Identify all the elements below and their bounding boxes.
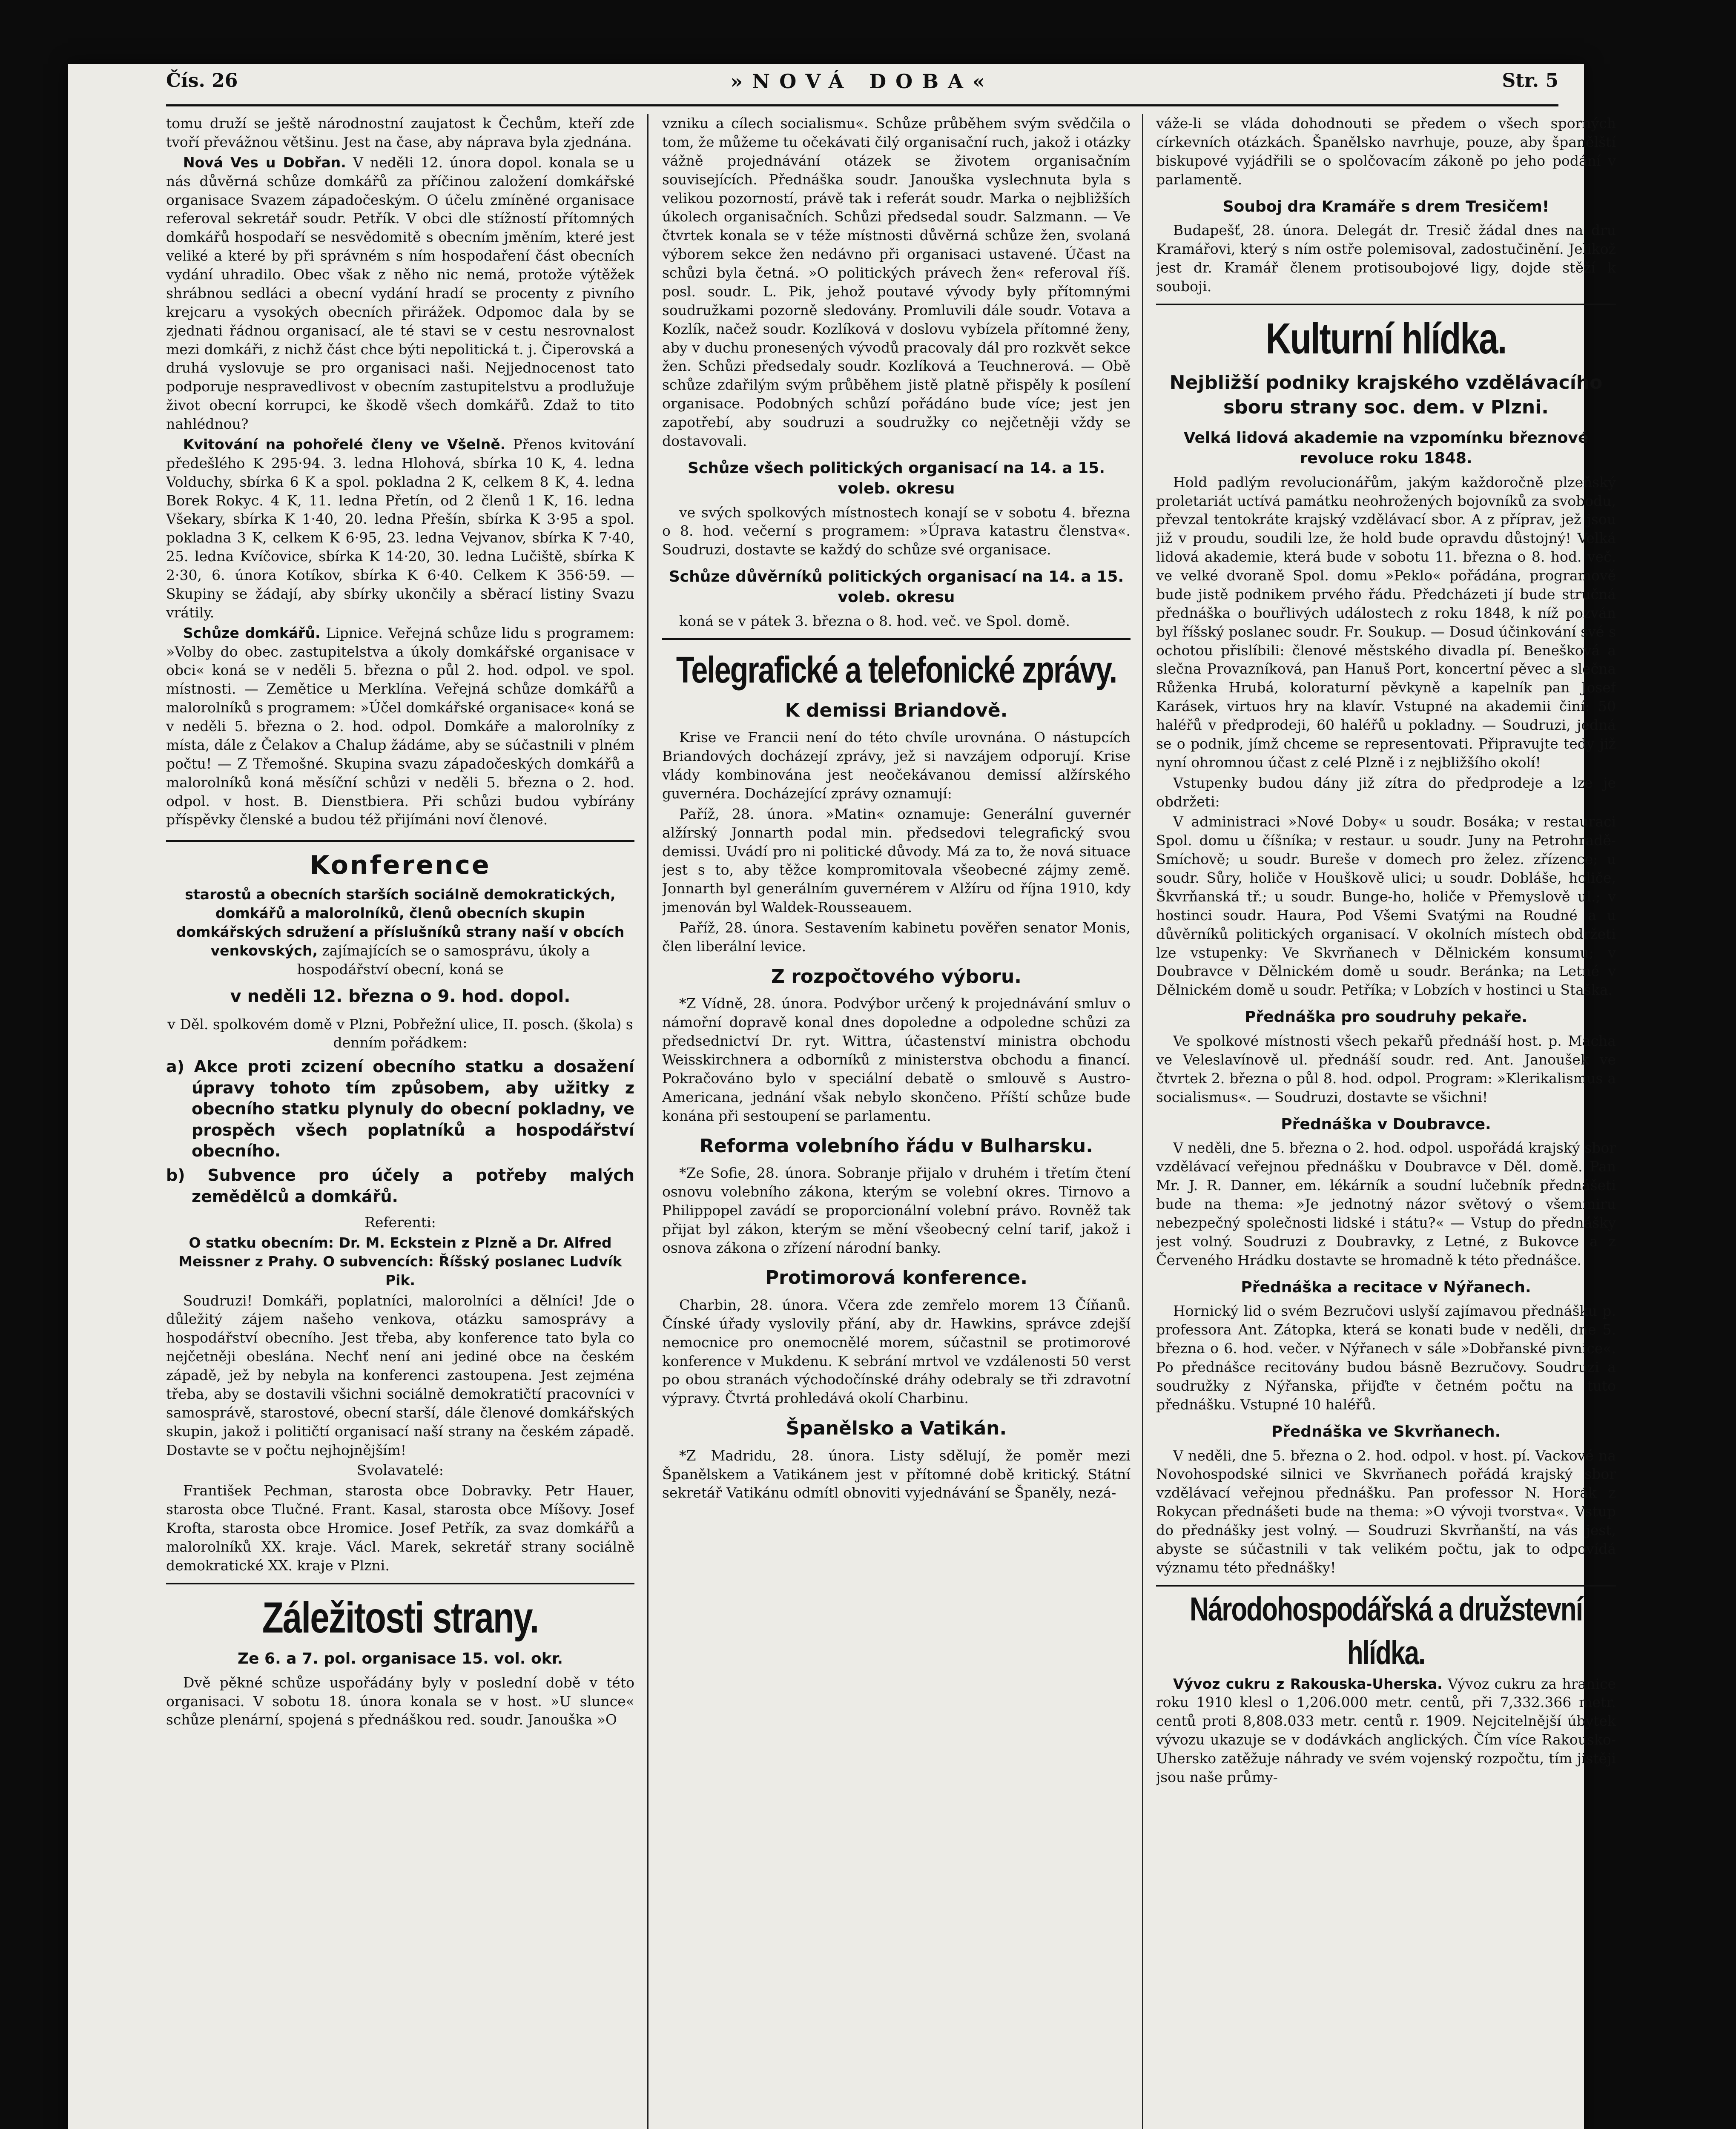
agenda-item-a: a) Akce proti zcizení obecního statku a dosažení úpravy tohoto tím způsobem, aby užitky z obecního statku plynuly do obecní pokladny, ve prospěch všech poplatníků a hospodářství obecního. [166,1057,634,1160]
agenda-item-b: b) Subvence pro účely a potřeby malých zemědělců a domkářů. [166,1166,634,1206]
referents-text: O statku obecním: Dr. M. Eckstein z Plzně a Dr. Alfred Meissner z Prahy. O subvencích: Říšský poslanec Ludvík Pik. [178,1234,622,1288]
section-divider [166,1583,634,1584]
section-divider [1156,304,1616,305]
political-orgs-text: ve svých spolkových místnostech konají se v sobotu 4. března o 8. hod. večerní s programem: »Úprava katastru členstva«. Soudruzi, dostavte se každý do schůze své organisace. [662,504,1131,558]
continued-article: vzniku a cílech socialismu«. Schůze průběhem svým svědčila o tom, že můžeme tu očekávati čilý organisační ruch, jakož i otázky vážně projednávání otázek se životem organisačním souvisejících. Přednáška soudr. Janouška vyslechnuta byla s velikou pozorností, právě tak i referát soudr. Marka o nejbližších úkolech organisačních. Schůzi předsedal soudr. Salzmann. — Ve čtvrtek konala se v téže místnosti důvěrná schůze žen, svolaná výborem sekce žen nedávno při organisaci ustavené. Účast na schůzi byla četná. »O politických právech žen« referoval říš. posl. soudr. L. Pik, jehož poutavé vývody byly přítomnými soudružkami pozorně sledovány. Promluvili dále soudr. Votava a Kozlík, načež soudr. Kozlíková v doslovu vybízela přítomné ženy, aby v duchu pronesených vývodů pracovaly dál pro rozkvět sekce žen. Schůzi předsedaly soudr. Kozlíková a Teuchnerová. — Obě schůze zdařilým svým průběhem jistě platně přispěly k posílení organisace. Podobných schůzí pořádáno bude více; jest jen zapotřebí, aby soudruzi a soudružky co nejčetněji vždy se dostavovali. [662,115,1131,449]
column-rule-1 [647,114,648,2129]
sugar-export [1156,1675,1616,1787]
academy-head: Velká lidová akademie na vzpomínku březnové revoluce roku 1848. [1183,429,1589,467]
section-title-economy: Národohospodářská a družstevní hlídka. [1190,1591,1582,1672]
section-divider [662,638,1131,640]
column-rule-2 [1142,114,1143,2129]
conference-appeal: Soudruzi! Domkáři, poplatníci, malorolníci a dělníci! Jde o důležitý zájem našeho venkova, otázku samosprávy a hospodářství obecního. Jest třeba, aby konference tato byla co nejčetněji obeslána. Nechť není ani jediné obce na českém západě, jež by nebyla na konferenci zastoupena. Jest zejména třeba, aby se dostavili všichni sociálně demokratičtí pracovníci v samosprávě, starostové, obecní starší, dále členové domkářských skupin, jakož i političtí organisací naší strany na českém západě. Dostavte se v počtu nejhojnějším! [166,1292,634,1458]
page-number: Str. 5 [1502,70,1558,92]
column-2 [662,114,1131,2129]
plague-head: Protimorová konference. [765,1267,1028,1289]
trustees-head: Schůze důvěrníků politických organisací na 14. a 15. voleb. okresu [669,568,1124,606]
newspaper-page [68,64,1616,2129]
article-text: Vývoz cukru za hranice roku 1910 klesl o 1,206.000 metr. centů, při 7,332.366 metr. centů proti 8,808.033 metr. centů r. 1909. Nejcitelnější úbytek vývozu ukazuje se v dodávkách anglických. Čím více Rakousko-Uhersko zatěžuje náhrady ve svém vojenský rozpočtu, tím jistěji jsou naše průmy- [1156,1675,1616,1785]
section-title-telegraph: Telegrafické a telefonické zprávy. [676,648,1117,691]
section-title-culture: Kulturní hlídka. [1265,314,1506,363]
culture-subhead: Nejbližší podniky krajského vzdělávacího sboru strany soc. dem. v Plzni. [1169,371,1603,419]
bakers-lecture-head: Přednáška pro soudruhy pekaře. [1244,1008,1528,1026]
article-schuze-domkaru [166,624,634,829]
doubravka-lecture-text: V neděli, dne 5. března o 2. hod. odpol. uspořádá krajský sbor vzdělávací veřejnou přednášku v Doubravce v Děl. domě. Pan Mr. J. R. Danner, em. lékárník a soudní lučebník přednášeti bude na thema: »Je jednotný názor světový o všemmiru nebezpečný společnosti lidské i státu?« — Vstup do přednášky jest volný. Soudruzi z Doubravky, z Letné, z Bukovce a z Červeného Hrádku dostavte se hromadně k této přednášce. [1156,1139,1616,1268]
conference-title: Konference [166,840,634,883]
referents-label: Referenti: [364,1214,436,1231]
bakers-lecture-text: Ve spolkové místnosti všech pekařů přednáší host. p. Macha ve Veleslavínově ul. přednáší soudr. red. Ant. Janoušek ve čtvrtek 2. března o půl 8. hod. odpol. Program: »Klerikalismus a socialismus«. — Soudruzi, dostavte se všichni! [1156,1033,1616,1105]
article-text: Přenos kvitování předešlého K 295·94. 3. ledna Hlohová, sbírka 10 K, 4. ledna Volduchy, sbírka 6 K a spol. pokladna 2 K, celkem 8 K, 4. ledna Borek Rokyc. 4 K, 11. ledna Přetín, od 2 členů 1 K, 16. ledna Všekary, sbírka K 1·40, 20. ledna Přešín, sbírka K 3·95 a spol. pokladna 3 K, celkem K 6·95, 23. ledna Vejvanov, sbírka K 7·40, 25. ledna Kvíčovice, sbírka K 14·20, 30. ledna Lučiště, sbírka K 2·30, 6. února Kotíkov, sbírka K 6·40. Celkem K 356·59. — Skupiny se žádají, aby sbírky ukončily a sběrací listiny Svazu vrátily. [166,436,634,621]
budget-head: Z rozpočtového výboru. [771,965,1022,987]
article-text: Lipnice. Veřejná schůze lidu s programem: »Volby do obec. zastupitelstva a úkoly domkářské organisace v obci« koná se v neděli 5. března o půl 2. hod. odpol. ve spol. místnosti. — Zemětice u Merklína. Veřejná schůze domkářů a malorolníků s programem: »Účel domkářské organisace« koná se v neděli 5. března o 2. hod. odpol. Domkáře a malorolníky z místa, dále z Čelakov a Chalup žádáme, aby se súčastnili v plném počtu! — Z Třemošné. Skupina svazu západočeských domkářů a malorolníků koná měsíční schůzi v neděli 5. března o 2. hod. odpol. v host. B. Dienstbiera. Při schůzi budou vybírány příspěvky členské a budou též přijímáni noví členové. [166,624,634,828]
conference-place: v Děl. spolkovém domě v Plzni, Pobřežní ulice, II. posch. (škola) s denním pořádkem: [167,1016,633,1051]
continued-article: váže-li se vláda dohodnouti se předem o všech sporných církevních otázkách. Španělsko navrhuje, pouze, aby španělští biskupové vyjádřili se o spolčovacím zákoně po jeho podání v parlamentě. [1156,115,1616,188]
plague-text: Charbin, 28. února. Včera zde zemřelo morem 13 Číňanů. Čínské úřady vyslovily přání, aby dr. Hawkins, správce zdejší nemocnice pro onemocnělé morem, súčastnil se protimorové konference v Mukdenu. K sebrání mrtvol ve vzdálenosti 50 verst po obou stranách východočínské dráhy odebraly se tři zdravotní výpravy. Čtvrtá prohledává okolí Charbinu. [662,1296,1131,1407]
vatican-head: Španělsko a Vatikán. [786,1417,1007,1440]
tickets-places: V administraci »Nové Doby« u soudr. Bosáka; v restauraci Spol. domu u číšníka; v restaur. u soudr. Juny na Petrohradě-Smíchově; u soudr. Bureše v domech pro želez. zřízence; u soudr. Sůry, holiče v Houškově ulici; u soudr. Dobláše, holiče, Škvrňanská tř.; u soudr. Bunge-ho, holiče v Přemyslově ul.; v hostinci soudr. Haura, Pod Všemi Svatými na Roudné a u důvěrníků politických organisací. V okolních místech obdržeti lze vstupenky: Ve Skvrňanech v Dělnickém konsumu; v Doubravce v Dělnickém domě u soudr. Beránka; na Letné v Dělnickém domě u soudr. Petříka; v Lobzích v hostinci u Staška. [1156,813,1616,999]
briand-head: K demissi Briandově. [785,699,1008,721]
duel-text: Budapešť, 28. února. Delegát dr. Tresič žádal dnes na dru Kramářovi, který s ním ostře polemisoval, zadostučinění. Jelikož jest dr. Kramář členem protisoubojové ligy, dojde stěží k souboji. [1156,222,1616,295]
skvrnany-lecture-text: V neděli, dne 5. března o 2. hod. odpol. v host. pí. Vackové na Novohospodské silnici ve Skvrňanech pořádá krajský sbor vzdělávací veřejnou přednášku. Pan professor N. Horák z Rokycan přednášeti bude na thema: »O vývoji tvorstva«. Vstup do přednášky jest volný. — Soudruzi Skvrňanští, na vás jest, abyste se súčastnili v tak velikém počtu, jak to odpovídá významu této přednášky! [1156,1447,1616,1576]
conveners-label: Svolavatelé: [357,1462,444,1479]
vatican-text: *Z Madridu, 28. února. Listy sdělují, že poměr mezi Španělskem a Vatikánem jest v přítomné době kritický. Státní sekretář Vatikánu odmítl obnoviti vyjednávání se Španěly, nezá- [662,1447,1131,1501]
academy-text: Hold padlým revolucionářům, jakým každoročně plzeňský proletariát uctívá památku neohrožených bojovníků za svobodu, převzal tentokráte krajský vzdělávací sbor. A z příprav, jež jsou již v proudu, soudili lze, že hold bude opravdu důstojný! Velká lidová akademie, která bude v sobotu 11. března o 8. hod. več. ve velké dvoraně Spol. domu »Peklo« pořádána, programově bude jistě podnikem prvého řádu. Předcházeti jí bude stručná přednáška o bouřlivých událostech z roku 1848, k níž pozván byl říšský poslanec soudr. Fr. Soukup. — Dosud účinkování své s ochotou přislíbili: členové městského divadla pí. Benešková a slečna Provazníková, pan Hanuš Port, koncertní pěvec a slečna Růženka Hrubá, koloraturní pěvkyně a kapelník pan Josef Karásek, virtuos hry na klavír. Vstupné na akademii činí: 50 haléřů v předprodeji, 60 haléřů u pokladny. — Soudruzi, jedná se o podnik, jímž chceme se representovati. Připravujte tedy již nyní ohromnou účast z celé Plzně i z nejbližšího okolí! [1156,473,1616,771]
conference-audience: starostů a obecních starších sociálně demokratických, domkářů a malorolníků, členů obecních skupin domkářských sdružení a příslušníků strany naší v obcích venkovských, [176,886,625,959]
issue-number: Čís. 26 [166,70,238,92]
article-dobrany [166,153,634,433]
doubravka-lecture-head: Přednáška v Doubravce. [1281,1115,1491,1133]
bulgaria-text: *Ze Sofie, 28. února. Sobranje přijalo v druhém i třetím čtení osnovu volebního zákona, kterým se volební okres. Tirnovo a Philippopel zavádí se proporcionální volební právo. Rovněž tak přijat byl zákon, kterým se mění všeobecný celní tarif, jakož i osnova zákona o zřízení národní banky. [662,1165,1131,1256]
nyrany-lecture-text: Hornický lid o svém Bezručovi uslyší zajímavou přednášku p. professora Ant. Zátopka, která se konati bude v neděli, dne 5. března o 6. hod. večer. v Nýřanech v sále »Dobřanské pivnice«. Po přednášce recitovány budou básně Bezručovy. Soudruzi a soudružky z Nýřanska, přijďte v četném počtu na tuto přednášku. Vstupné 10 haléřů. [1156,1303,1616,1413]
conference-subtitle [166,885,634,978]
trustees-text: koná se v pátek 3. března o 8. hod. več. ve Spol. domě. [679,612,1070,629]
run-in-head: Vývoz cukru z Rakouska-Uherska. [1173,1675,1443,1692]
duel-head: Souboj dra Kramáře s drem Tresičem! [1222,198,1549,215]
article-text: V neděli 12. února dopol. konala se u nás důvěrná schůze domkářů za příčinou založení domkářské organisace Svazem západočeským. O účelu zmíněné organisace referoval sekretář soudr. Petřík. V obci dle stížností přítomných domkářů hospodaří se nesvědomitě s obecním jměním, které jest veliké a které by při správném s ním hospodaření část obecních vydání uhradilo. Obec však z něho nic nemá, protože výtěžek shrábnou sedláci a obecní vydání hradí se procenty z pivního krejcaru a vysokých obecních přirážek. Odpomoc dala by se zjednati řádnou organisací, ale té stavi se v cestu nesrovnalost mezi domkáři, z nichž část chce býti nepolitická t. j. Čiperovská a druhá vyslovuje se pro organisaci naši. Nejjednocenost tato podporuje nespravedlivost v obecním zastupitelstvu a prodlužuje život obecní korrupci, ke škodě všech domkářů. Zdaž to tito nahlédnou? [166,154,634,432]
page-header [166,64,1558,106]
briand-text: Krise ve Francii není do této chvíle urovnána. O nástupcích Briandových docházejí zprávy, jež si navzájem odporují. Krise vlády kombinována jest neočekávanou demissí alžírského guvernéra. Docházející zprávy oznamují: [662,729,1131,802]
party-subhead: Ze 6. a 7. pol. organisace 15. vol. okr. [238,1650,563,1667]
conference-date: v neděli 12. března o 9. hod. dopol. [230,987,571,1007]
column-3 [1156,114,1616,2129]
paris-report-2: Paříž, 28. února. Sestavením kabinetu pověřen senator Monis, člen liberální levice. [662,919,1131,955]
skvrnany-lecture-head: Přednáška ve Skvrňanech. [1271,1423,1501,1440]
agenda-list [166,1056,634,1207]
masthead-title: »NOVÁ DOBA« [730,70,994,93]
party-article: Dvě pěkné schůze uspořádány byly v poslední době v této organisaci. V sobotu 18. února konala se v host. »U slunce« schůze plenární, spojená s přednáškou red. soudr. Janouška »O [166,1674,634,1728]
paris-report-1: Paříž, 28. února. »Matin« oznamuje: Generální guvernér alžírský Jonnarth podal min. předsedovi telegrafický svou demissi. Uvádí pro ni politické důvody. Má za to, že nová situace jest s to, aby těžce kompromitovala všeobecné zájmy země. Jonnarth byl generálním guvernérem v Alžíru od října 1910, kdy jmenován byl Waldek-Rousseauem. [662,805,1131,916]
tickets-intro: Vstupenky budou dány již zítra do předprodeje a lze je obdržeti: [1156,774,1616,810]
section-divider [1156,1585,1616,1587]
political-orgs-head: Schůze všech politických organisací na 14. a 15. voleb. okresu [687,459,1105,497]
run-in-head: Nová Ves u Dobřan. [183,154,346,171]
column-1 [166,114,634,2129]
bulgaria-head: Reforma volebního řádu v Bulharsku. [700,1135,1093,1157]
run-in-head: Schůze domkářů. [183,624,321,641]
nyrany-lecture-head: Přednáška a recitace v Nýřanech. [1241,1278,1531,1296]
intro-paragraph: tomu druží se ještě národnostní zaujatost k Čechům, kteří zde tvoří převážnou většinu. Jest na čase, aby náprava byla zjednána. [166,115,634,150]
conveners-text: František Pechman, starosta obce Dobravky. Petr Hauer, starosta obce Tlučné. Frant. Kasal, starosta obce Míšovy. Josef Krofta, starosta obce Hromice. Josef Petřík, za svaz domkářů a malorolníků XX. kraje. Václ. Marek, sekretář strany sociálně demokratické XX. kraje v Plzni. [166,1482,634,1574]
budget-text: *Z Vídně, 28. února. Podvýbor určený k projednávání smluv o námořní dopravě konal dnes dopoledne a odpoledne schůzi za předsednictví Dr. ryt. Wittra, účastenství ministra obchodu Weisskirchnera a odborníků z ministerstva obchodu a financí. Pokračováno bylo v speciální debatě o smlouvě s Austro-Americana, jednání však nebylo skončeno. Příští schůze bude konána při sestoupení se parlamentu. [662,995,1131,1124]
article-kvitovani [166,435,634,622]
run-in-head: Kvitování na pohořelé členy ve Všelně. [183,436,506,453]
section-title-party: Záležitosti strany. [262,1593,539,1642]
conference-audience-tail: zajímajících se o samosprávu, úkoly a hospodářství obecní, koná se [297,942,590,978]
